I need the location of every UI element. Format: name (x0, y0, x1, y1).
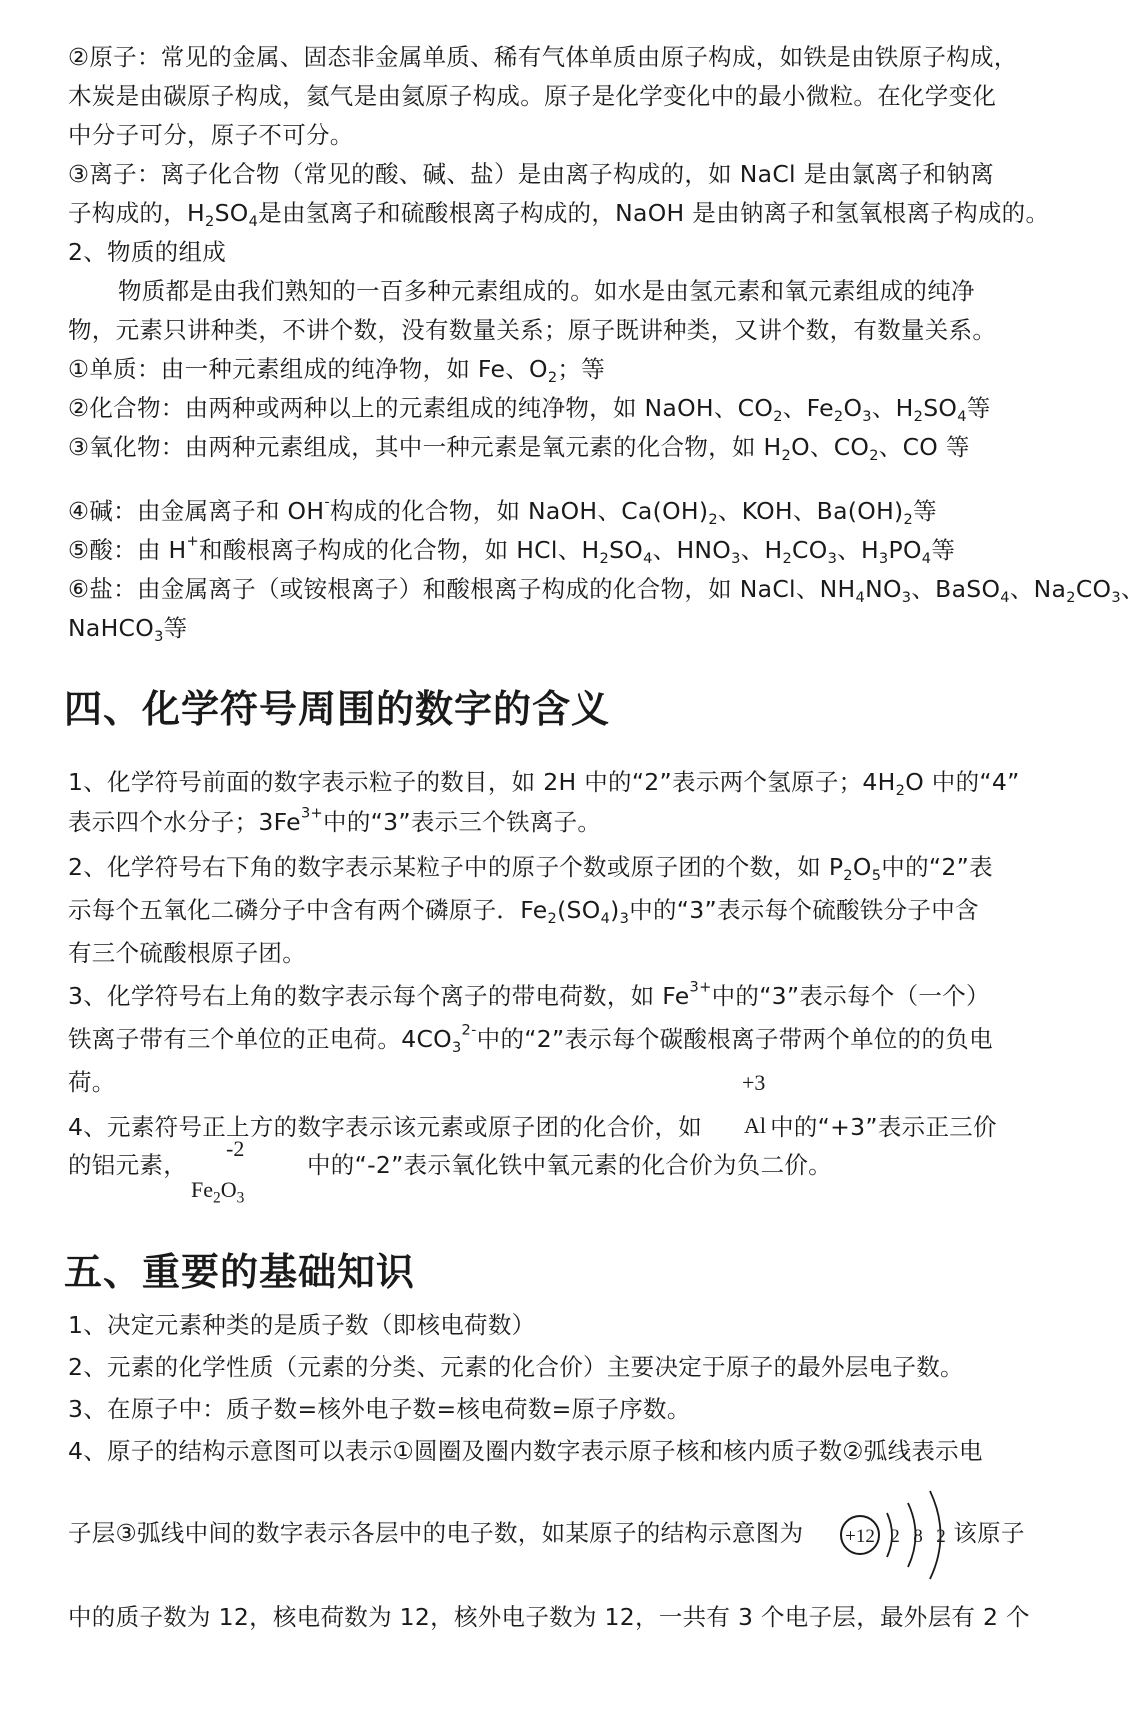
section-heading: 四、化学符号周围的数字的含义 (64, 687, 611, 731)
text-line: 3、在原子中：质子数=核外电子数=核电荷数=原子序数。 (68, 1395, 691, 1423)
section-heading: 五、重要的基础知识 (64, 1250, 416, 1294)
text-line: 物，元素只讲种类，不讲个数，没有数量关系；原子既讲种类，又讲个数，有数量关系。 (68, 316, 997, 344)
text-line: 1、决定元素种类的是质子数（即核电荷数） (68, 1311, 536, 1339)
text-line: ⑥盐：由金属离子（或铵根离子）和酸根离子构成的化合物，如 NaCl、$NH_4NO_3$、BaSO$_4$、$Na_2CO_3$、 (68, 575, 1145, 607)
text-line: 木炭是由碳原子构成，氦气是由氦原子构成。原子是化学变化中的最小微粒。在化学变化 (68, 82, 997, 110)
text-line: 有三个硫酸根原子团。 (68, 939, 306, 967)
text-line: 表示四个水分子；$3Fe^{3+}$中的“3”表示三个铁离子。 (68, 804, 602, 836)
valence-al-value: +3 (742, 1070, 766, 1095)
text-line: ③离子：离子化合物（常见的酸、碱、盐）是由离子构成的，如 NaCl 是由氯离子和钠离 (68, 160, 995, 188)
text-line: 4、元素符号正上方的数字表示该元素或原子团的化合价，如 中的“+3”表示正三价 (68, 1113, 997, 1141)
text-line: ③氧化物：由两种元素组成，其中一种元素是氧元素的化合物，如 $H_2O$、$CO_2$、CO 等 (68, 433, 970, 465)
text-line: 荷。 (68, 1068, 116, 1096)
text-line: 铁离子带有三个单位的正电荷。$4CO_3^{2-}$中的“2”表示每个碳酸根离子带两个单位的的负电 (68, 1021, 993, 1057)
text-line: 物质都是由我们熟知的一百多种元素组成的。如水是由氢元素和氧元素组成的纯净 (118, 277, 975, 305)
text-line: 4、原子的结构示意图可以表示①圆圈及圈内数字表示原子核和核内质子数②弧线表示电 (68, 1437, 983, 1465)
text-line: 中分子可分，原子不可分。 (68, 121, 354, 149)
text-line: 示每个五氧化二磷分子中含有两个磷原子．$Fe_2(SO_4)_3$中的“3”表示每个硫酸铁分子中含 (68, 896, 979, 928)
text-line: 2、元素的化学性质（元素的分类、元素的化合价）主要决定于原子的最外层电子数。 (68, 1353, 964, 1381)
shell-electrons: 8 (913, 1526, 923, 1547)
text-line: 子构成的，$H_2SO_4$是由氢离子和硫酸根离子构成的，NaOH 是由钠离子和氢氧根离子构成的。 (68, 199, 1050, 231)
valence-al-symbol: Al (744, 1113, 766, 1138)
text-line: 2、物质的组成 (68, 238, 227, 266)
text-line: 中的质子数为 12，核电荷数为 12，核外电子数为 12，一共有 3 个电子层，最外层有 2 个 (68, 1603, 1030, 1631)
text-line: ①单质：由一种元素组成的纯净物，如 Fe、$O_2$；等 (68, 355, 606, 387)
text-line: 2、化学符号右下角的数字表示某粒子中的原子个数或原子团的个数，如 $P_2O_5$中的“2”表 (68, 853, 993, 885)
text-line: 的铝元素， 中的“-2”表示氧化铁中氧元素的化合价为负二价。 (68, 1151, 832, 1179)
text-line: 1、化学符号前面的数字表示粒子的数目，如 2H 中的“2”表示两个氢原子；$4H_2O$ 中的“4” (68, 768, 1020, 800)
text-line: ②原子：常见的金属、固态非金属单质、稀有气体单质由原子构成，如铁是由铁原子构成， (68, 43, 1018, 71)
shell-electrons: 2 (890, 1526, 900, 1547)
text-line: 子层③弧线中间的数字表示各层中的电子数，如某原子的结构示意图为 该原子 (68, 1519, 1025, 1547)
atom-structure-diagram (835, 1483, 975, 1593)
valence-fe-formula: $Fe_2O_3$ (191, 1177, 245, 1207)
text-line: ②化合物：由两种或两种以上的元素组成的纯净物，如 NaOH、$CO_2$、$Fe_2O_3$、$H_2SO_4$等 (68, 394, 991, 426)
shell-electrons: 2 (936, 1526, 946, 1547)
valence-fe-value: -2 (226, 1136, 245, 1161)
text-line: NaHCO$_3$等 (68, 614, 188, 646)
text-line: ⑤酸：由 H+和酸根离子构成的化合物，如 HCl、$H_2SO_4$、$HNO_3$、$H_2CO_3$、$H_3PO_4$等 (68, 532, 956, 568)
text-line: 3、化学符号右上角的数字表示每个离子的带电荷数，如 $Fe^{3+}$中的“3”表示每个（一个） (68, 978, 990, 1010)
text-line: ④碱：由金属离子和 OH-构成的化合物，如 NaOH、$Ca(OH)_2$、KOH、$Ba(OH)_2$等 (68, 493, 937, 529)
nucleus-label: +12 (845, 1526, 875, 1547)
